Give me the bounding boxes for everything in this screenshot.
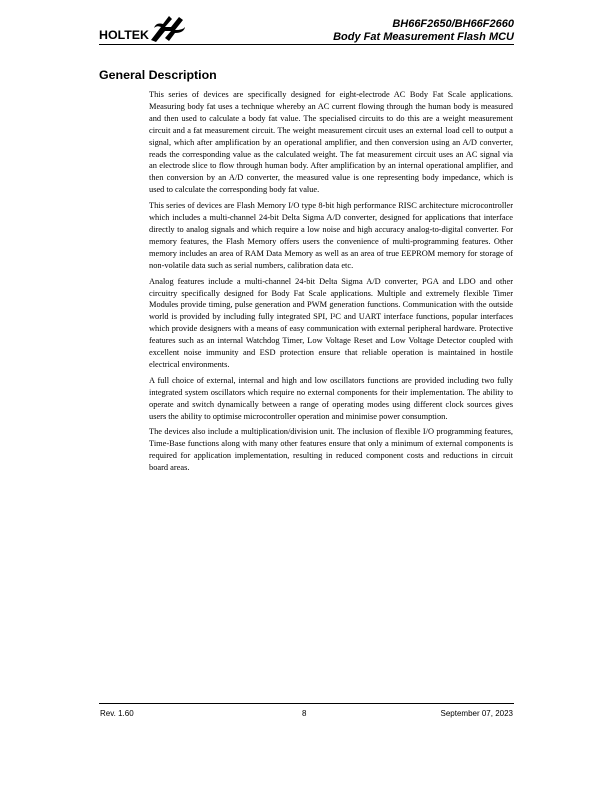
paragraph: The devices also include a multiplication/division unit. The inclusion of flexible I/O programming features, Time-Base functions along with many other features ensure that only a minimum of external components is required for application implementation, resulting in reduced component costs and reductions in circuit board areas. [149, 427, 513, 473]
section-title: General Description [99, 68, 217, 82]
section-body [149, 89, 513, 478]
paragraph: Analog features include a multi-channel 24-bit Delta Sigma A/D converter, PGA and LDO and other circuitry specifically designed for Body Fat Scale applications. Multiple and extremely flexible Timer Modules provide timing, pulse generation and PWM generation functions. Communication with the outside world is provided by including fully integrated SPI, I²C and UART interface functions, popular interfaces which provide designers with a means of easy communication with external peripheral hardware. Protective features such as an internal Watchdog Timer, Low Voltage Reset and Low Voltage Detector coupled with excellent noise immunity and ESD protection ensure that reliable operation is maintained in hostile electrical environments. [149, 276, 513, 369]
document-header [333, 18, 514, 43]
svg-text:HOLTEK: HOLTEK [99, 30, 150, 42]
paragraph: This series of devices are specifically designed for eight-electrode AC Body Fat Scale applications. Measuring body fat uses a technique whereby an AC current flowing through the human body is measured and then used to calculate a body fat value. The specialised circuits to do this are a weight measurement circuit and a fat measurement circuit. The weight measurement circuit uses an external load cell to output a signal, which after amplification by an operational amplifier, and then conversion using an A/D converter, reads the corresponding value as the calculated weight. The fat measurement circuit uses an AC signal via an electrode slice to flow through human body. After amplification by an internal operational amplifier, and then conversion by an A/D converter, the measured value is one representing body impedance, which is used to calculate the corresponding body fat value. [149, 90, 513, 195]
footer-date: September 07, 2023 [440, 709, 513, 718]
paragraph: A full choice of external, internal and high and low oscillators functions are provided including two fully integrated system oscillators which require no external components for their implementation. The ability to operate and switch dynamically between a range of operating modes using different clock sources gives users the ability to optimise microcontroller operation and minimise power consumption. [149, 375, 513, 421]
footer-page-number: 8 [302, 709, 307, 718]
holtek-logo [99, 13, 187, 43]
product-title: Body Fat Measurement Flash MCU [333, 30, 514, 43]
footer-divider [99, 703, 514, 704]
header-divider [99, 44, 514, 45]
footer-revision: Rev. 1.60 [100, 709, 134, 718]
paragraph: This series of devices are Flash Memory I/O type 8-bit high performance RISC architecture microcontroller which includes a multi-channel 24-bit Delta Sigma A/D converter, designed for applications that interface directly to analog signals and which require a low noise and high accuracy analog-to-digital converter. For memory features, the Flash Memory offers users the convenience of multi-programming features. Other memory includes an area of RAM Data Memory as well as an area of true EEPROM memory for storage of non-volatile data such as serial numbers, calibration data etc. [149, 201, 513, 270]
part-numbers: BH66F2650/BH66F2660 [392, 18, 514, 30]
